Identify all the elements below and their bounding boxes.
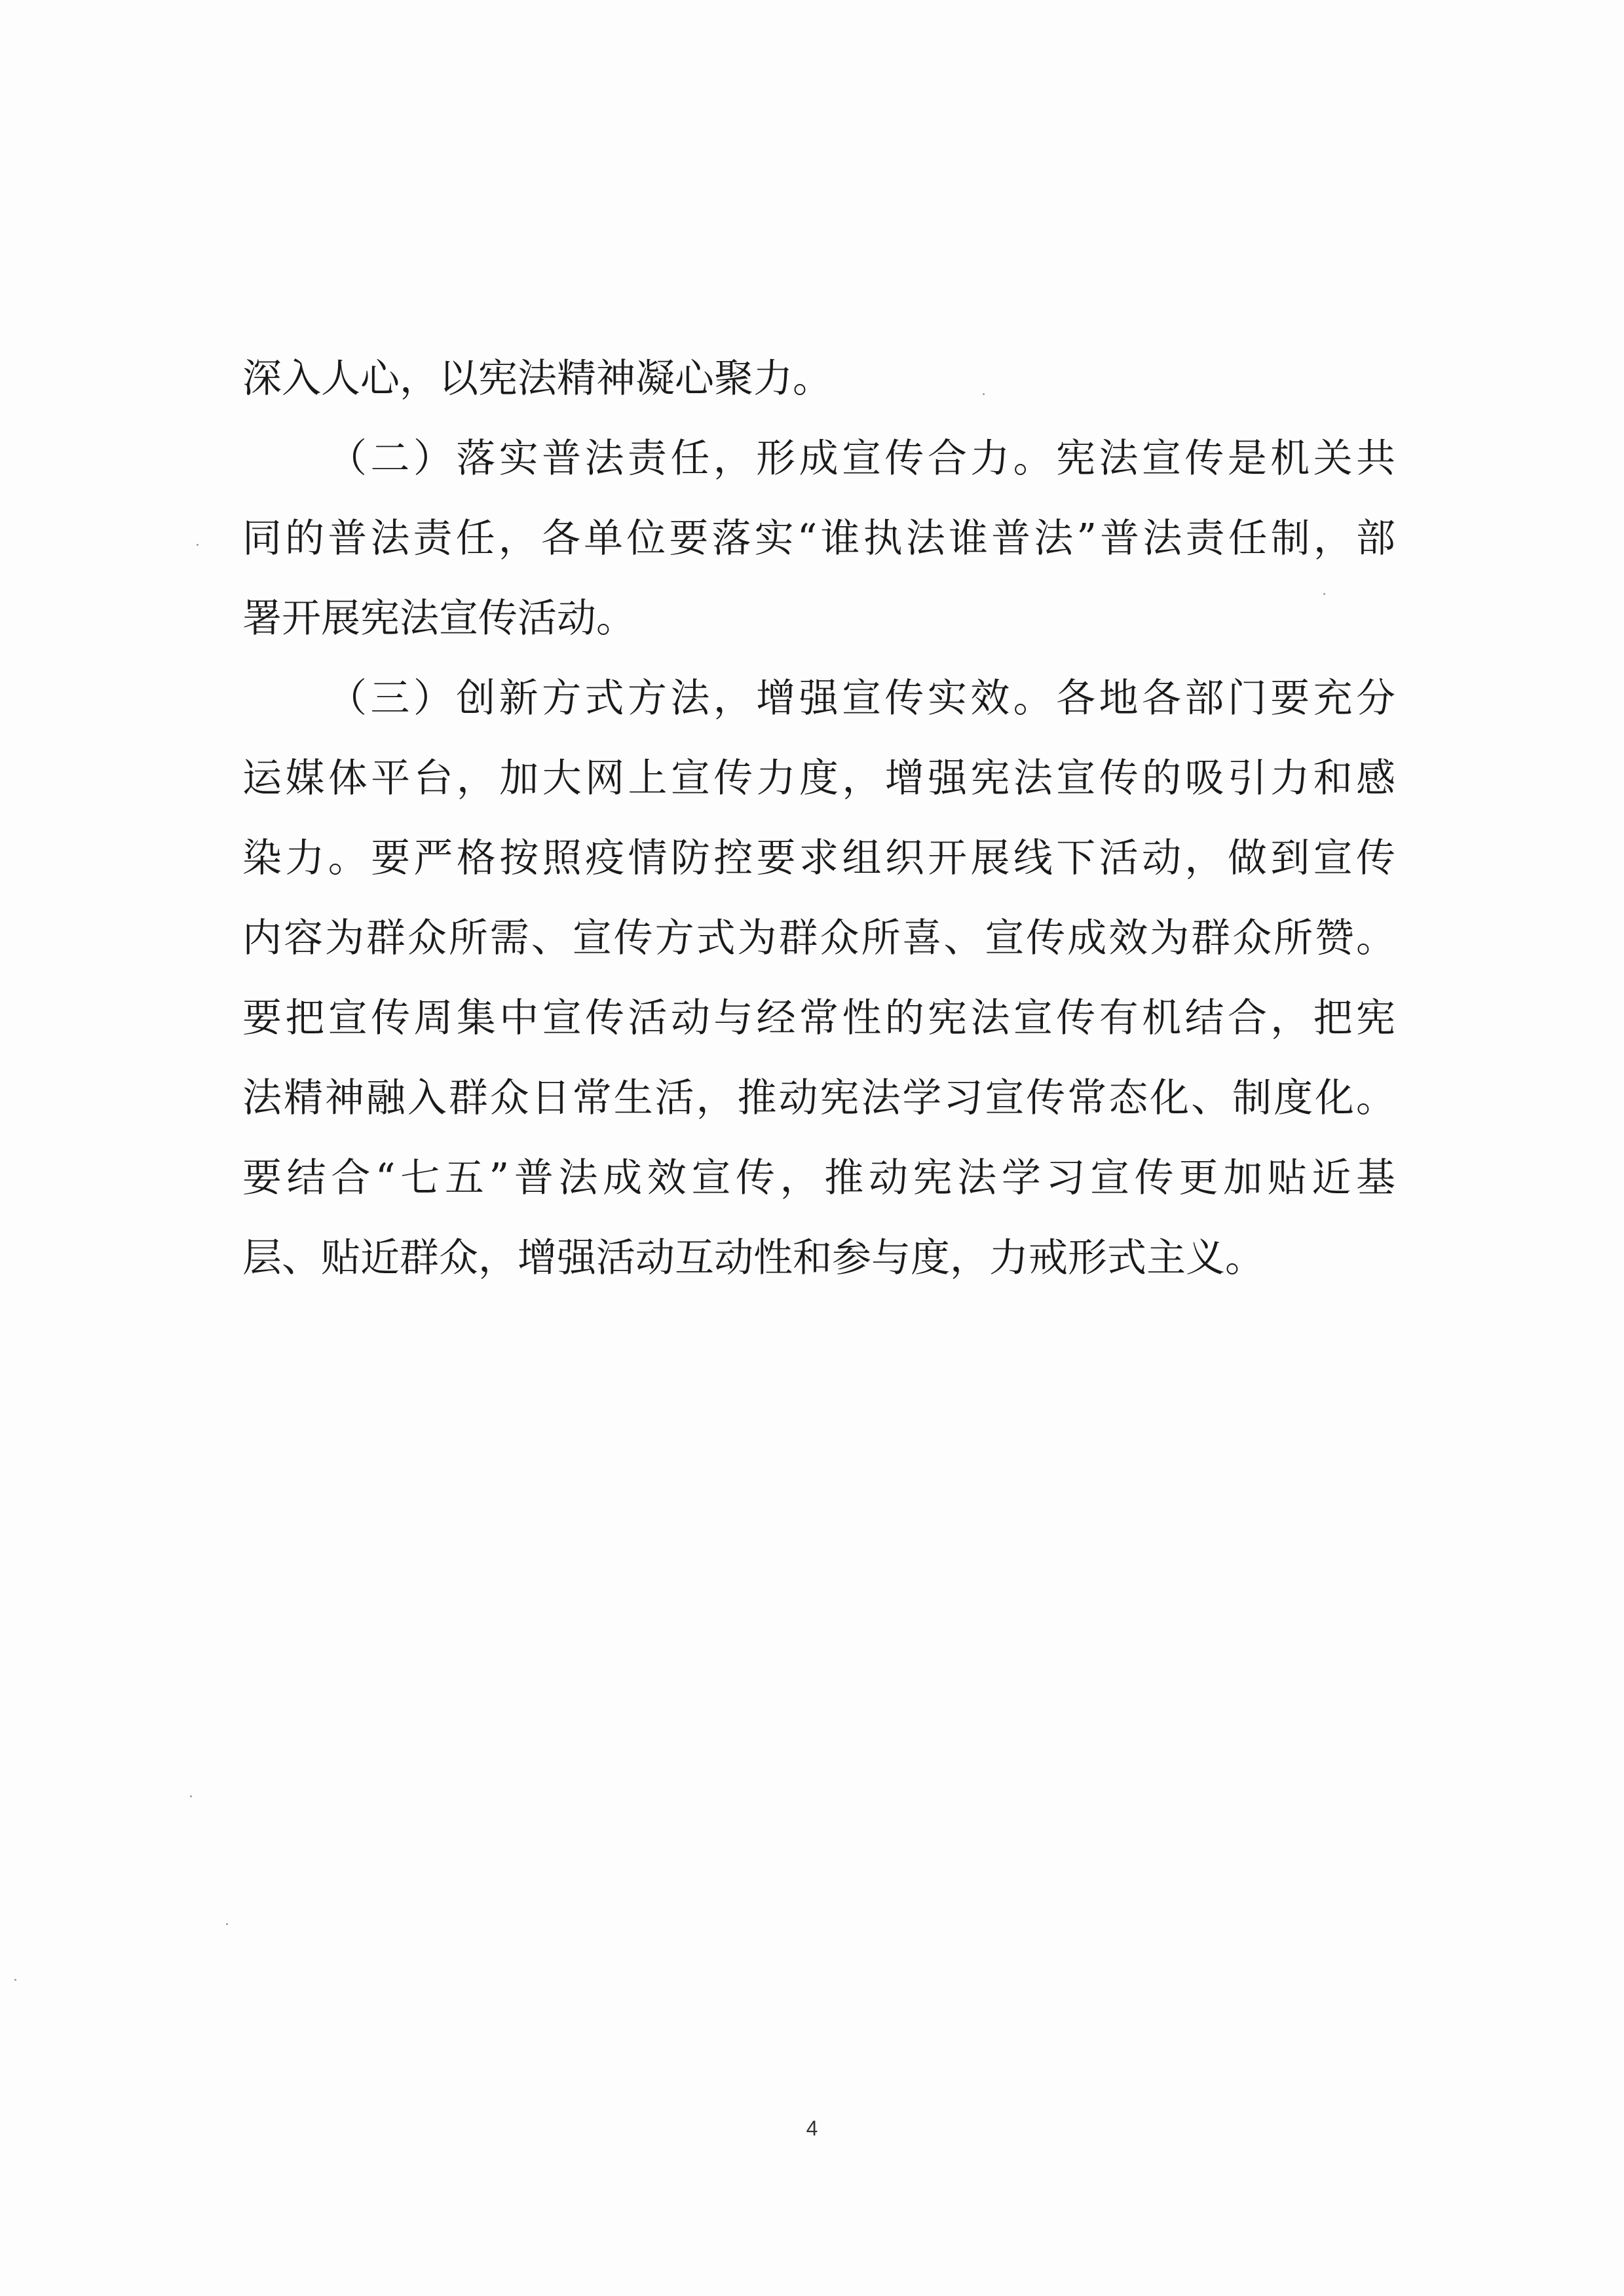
paragraph-3-line-4: 内容为群众所需、宣传方式为群众所喜、宣传成效为群众所赞。 [242, 915, 1395, 961]
paragraph-3-line-8: 层、贴近群众，增强活动互动性和参与度，力戒形式主义。 [242, 1235, 1264, 1281]
scan-speck [197, 544, 198, 546]
paragraph-2-line-2: 同的普法责任，各单位要落实“谁执法谁普法”普法责任制，部 [242, 516, 1395, 562]
paragraph-2-line-1: （二）落实普法责任，形成宣传合力。宪法宣传是机关共 [328, 436, 1395, 482]
paragraph-3-line-5: 要把宣传周集中宣传活动与经常性的宪法宣传有机结合，把宪 [242, 995, 1395, 1041]
paragraph-3-line-6: 法精神融入群众日常生活，推动宪法学习宣传常态化、制度化。 [242, 1075, 1395, 1121]
scan-speck [983, 393, 985, 395]
paragraph-3-line-1: （三）创新方式方法，增强宣传实效。各地各部门要充分 [328, 676, 1395, 721]
paragraph-3-line-2: 运媒体平台，加大网上宣传力度，增强宪法宣传的吸引力和感 [242, 756, 1395, 801]
scan-speck [1323, 593, 1325, 595]
scan-speck [14, 1979, 16, 1981]
page-number: 4 [806, 2116, 818, 2140]
paragraph-3-line-7: 要结合“七五”普法成效宣传，推动宪法学习宣传更加贴近基 [242, 1155, 1395, 1201]
scan-speck [190, 1795, 192, 1797]
paragraph-3-line-3: 染力。要严格按照疫情防控要求组织开展线下活动，做到宣传 [242, 835, 1395, 881]
paragraph-1-line-1: 深入人心，以宪法精神凝心聚力。 [242, 356, 832, 402]
paragraph-2-line-3: 署开展宪法宣传活动。 [242, 596, 635, 641]
scan-speck [226, 1923, 228, 1925]
